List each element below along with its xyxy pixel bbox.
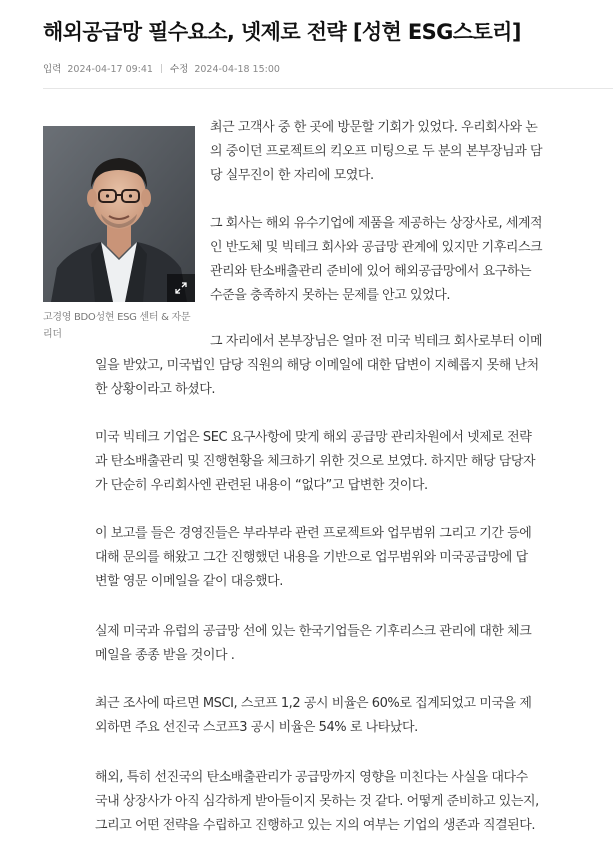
paragraph-line: 최근 조사에 따르면 MSCI, 스코프 1,2 공시 비율은 60%로 집계되었고 미국을 제 [95,696,532,711]
paragraph-line: 그리고 어떤 전략을 수립하고 진행하고 있는 지의 여부는 기업의 생존과 직결된다. [95,818,536,833]
edit-label: 수정 [169,64,189,75]
paragraph-line: 메일을 종종 받을 것이다 . [95,648,235,663]
article-paragraph [95,522,531,594]
expand-arrow-icon [174,281,188,295]
paragraph-line: 그 자리에서 본부장님은 얼마 전 미국 빅테크 회사로부터 이메 [210,334,543,349]
paragraph-line: 관리와 탄소배출관리 준비에 있어 해외공급망에서 요구하는 [210,264,532,279]
paragraph-line: 미국 빅테크 기업은 SEC 요구사항에 맞게 해외 공급망 관리차원에서 넷제로 전략 [95,430,532,445]
input-label: 입력 [43,64,62,75]
paragraph-line: 국내 상장사가 아직 심각하게 받아들이지 못하는 것 같다. 어떻게 준비하고 있는지, [95,794,539,809]
paragraph-line: 인 반도체 및 빅테크 회사와 공급망 관계에 있지만 기후리스크 [210,240,543,255]
article-paragraph [95,692,531,740]
paragraph-line: 의 중이던 프로젝트의 킥오프 미팅으로 두 분의 본부장님과 담 [210,144,543,159]
paragraph-line: 가 단순히 우리회사엔 관련된 내용이 “없다”고 답변한 것이다. [95,478,428,493]
paragraph-line: 이 보고를 들은 경영진들은 부라부라 관련 프로젝트와 업무범위 그리고 기간 등에 [95,526,532,541]
author-photo[interactable] [43,126,195,302]
article-paragraph [95,426,535,498]
paragraph-line: 대해 문의를 해왔고 그간 진행했던 내용을 기반으로 업무범위와 미국공급망에 답 [95,550,528,565]
paragraph-line: 변할 영문 이메일을 같이 대응했다. [95,574,283,589]
paragraph-line: 해외, 특히 선진국의 탄소배출관리가 공급망까지 영향을 미친다는 사실을 대다수 [95,770,528,785]
paragraph-line: 과 탄소배출관리 및 진행현황을 체크하기 위한 것으로 보였다. 하지만 해당 담당자 [95,454,536,469]
article-paragraph-cont [95,354,539,402]
article-paragraph [210,212,542,308]
edit-date: 2024-04-18 15:00 [194,64,280,75]
article-paragraph [210,116,542,188]
article-paragraph [210,330,542,354]
article-paragraph [95,766,539,838]
expand-icon[interactable] [167,274,195,302]
paragraph-line: 수준을 충족하지 못하는 문제를 안고 있었다. [210,288,451,303]
paragraph-line: 최근 고객사 중 한 곳에 방문할 기회가 있었다. 우리회사와 논 [210,120,538,135]
photo-caption: 고경영 BDO성현 ESG 센터 & 자문 리더 [43,312,191,340]
article-paragraph [95,620,531,668]
meta-divider [161,64,162,73]
article-meta [43,61,280,75]
article-headline: 해외공급망 필수요소, 넷제로 전략 [성현 ESG스토리] [43,20,521,44]
paragraph-line: 실제 미국과 유럽의 공급망 선에 있는 한국기업들은 기후리스크 관리에 대한 체크 [95,624,532,639]
paragraph-line: 일을 받았고, 미국법인 담당 직원의 해당 이메일에 대한 답변이 지혜롭지 못해 난처 [95,358,539,373]
paragraph-line: 그 회사는 해외 유수기업에 제품을 제공하는 상장사로, 세계적 [210,216,543,231]
paragraph-line: 한 상황이라고 하셨다. [95,382,216,397]
paragraph-line: 외하면 주요 선진국 스코프3 공시 비율은 54% 로 나타났다. [95,720,418,735]
input-date: 2024-04-17 09:41 [67,64,153,75]
header-divider [43,88,613,89]
paragraph-line: 당 실무진이 한 자리에 모였다. [210,168,374,183]
